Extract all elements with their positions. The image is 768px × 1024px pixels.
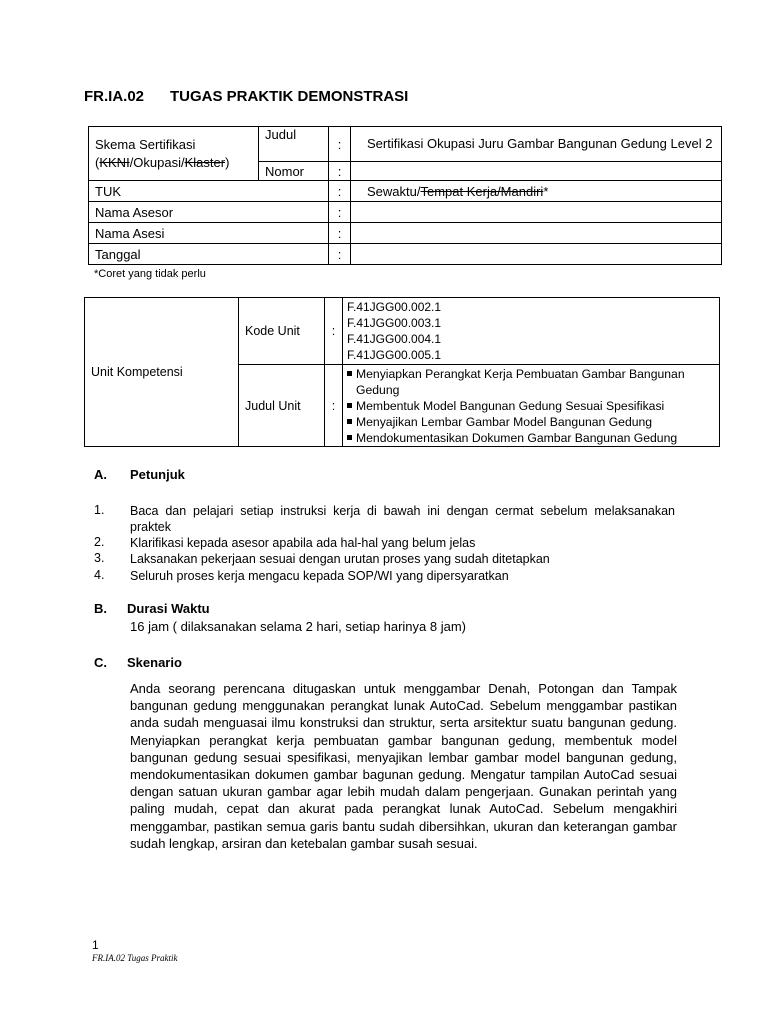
section-c-letter: C. <box>94 655 107 670</box>
section-a-title: Petunjuk <box>130 467 185 482</box>
asesi-value <box>351 223 722 244</box>
judul-unit-item: Mendokumentasikan Dokumen Gambar Bangunan Gedung <box>347 430 713 446</box>
strike-note: *Coret yang tidak perlu <box>94 268 206 280</box>
colon: : <box>329 127 351 162</box>
instruction-item: Seluruh proses kerja mengacu kepada SOP/WI yang dipersyaratkan <box>130 569 509 583</box>
skema-label: Skema Sertifikasi <box>95 136 196 152</box>
kode-value: F.41JGG00.005.1 <box>347 348 442 362</box>
section-c-title: Skenario <box>127 655 182 670</box>
skema-sublabel: (KKNI/Okupasi/Klaster) <box>95 154 230 170</box>
tanggal-label: Tanggal <box>89 244 329 265</box>
item-number: 3. <box>94 551 105 565</box>
judul-value: Sertifikasi Okupasi Juru Gambar Bangunan Gedung Level 2 <box>351 127 722 162</box>
form-title <box>84 88 408 105</box>
judul-unit-values <box>343 365 720 447</box>
instruction-item: Baca dan pelajari setiap instruksi kerja di bawah ini dengan cermat sebelum melaksanakan praktek <box>130 504 675 534</box>
item-number: 4. <box>94 568 105 582</box>
instruction-item: Laksanakan pekerjaan sesuai dengan urutan proses yang sudah ditetapkan <box>130 552 550 566</box>
kode-values <box>343 298 720 365</box>
kode-value: F.41JGG00.003.1 <box>347 316 442 330</box>
item-number: 1. <box>94 503 105 517</box>
judul-unit-label: Judul Unit <box>239 365 325 447</box>
colon: : <box>329 181 351 202</box>
footer-label: FR.IA.02 Tugas Praktik <box>92 953 178 963</box>
asesi-label: Nama Asesi <box>89 223 329 244</box>
kode-value: F.41JGG00.004.1 <box>347 332 442 346</box>
duration-text: 16 jam ( dilaksanakan selama 2 hari, setiap harinya 8 jam) <box>130 619 467 634</box>
section-b-title: Durasi Waktu <box>127 601 210 616</box>
judul-unit-item: Membentuk Model Bangunan Gedung Sesuai Spesifikasi <box>347 398 713 414</box>
kode-value: F.41JGG00.002.1 <box>347 300 442 314</box>
nomor-value <box>351 162 722 181</box>
colon: : <box>329 223 351 244</box>
judul-label: Judul <box>259 127 329 162</box>
form-title-text: TUGAS PRAKTIK DEMONSTRASI <box>170 88 409 105</box>
judul-unit-item: Menyajikan Lembar Gambar Model Bangunan Gedung <box>347 414 713 430</box>
colon: : <box>329 162 351 181</box>
kode-label: Kode Unit <box>239 298 325 365</box>
item-number: 2. <box>94 535 105 549</box>
unit-label: Unit Kompetensi <box>85 298 239 447</box>
form-code: FR.IA.02 <box>84 88 145 105</box>
section-b-letter: B. <box>94 601 107 616</box>
scenario-paragraph: Anda seorang perencana ditugaskan untuk menggambar Denah, Potongan dan Tampak bangunan gedung menggunakan perangkat lunak AutoCad. Sebelum menggambar pastikan anda sudah menguasai ilmu konstruksi dan struktur, serta arsitektur suatu bangunan gedung. Menyiapkan perangkat kerja pembuatan gambar bangunan gedung, membentuk model bangunan gedung sesuai spesifikasi, menyajikan lembar gambar model bangunan gedung, mendokumentasikan dokumen gambar bagunan gedung. Mengatur tampilan AutoCad sesuai dengan satuan ukuran gambar agar lebih mudah dalam pengerjaan. Gunakan perintah yang paling mudah, cepat dan akurat pada perangkat lunak AutoCad. Sebelum mengakhiri menggambar, pastikan semua garis bantu sudah dibersihkan, ukuran dan keterangan gambar sudah lengkap, arsiran dan ketebalan gambar susah sesuai. <box>130 681 677 851</box>
tanggal-value <box>351 244 722 265</box>
page-number: 1 <box>92 938 99 952</box>
asesor-label: Nama Asesor <box>89 202 329 223</box>
tuk-value: Sewaktu/Tempat Kerja/Mandiri* <box>351 181 722 202</box>
nomor-label: Nomor <box>259 162 329 181</box>
instruction-item: Klarifikasi kepada asesor apabila ada hal-hal yang belum jelas <box>130 536 476 550</box>
info-table <box>88 126 722 265</box>
colon: : <box>325 365 343 447</box>
skema-label-cell <box>89 127 259 181</box>
colon: : <box>325 298 343 365</box>
asesor-value <box>351 202 722 223</box>
unit-table <box>84 297 720 447</box>
colon: : <box>329 202 351 223</box>
section-a-letter: A. <box>94 467 107 482</box>
colon: : <box>329 244 351 265</box>
judul-unit-item: Menyiapkan Perangkat Kerja Pembuatan Gambar Bangunan Gedung <box>347 366 713 398</box>
tuk-label: TUK <box>89 181 329 202</box>
